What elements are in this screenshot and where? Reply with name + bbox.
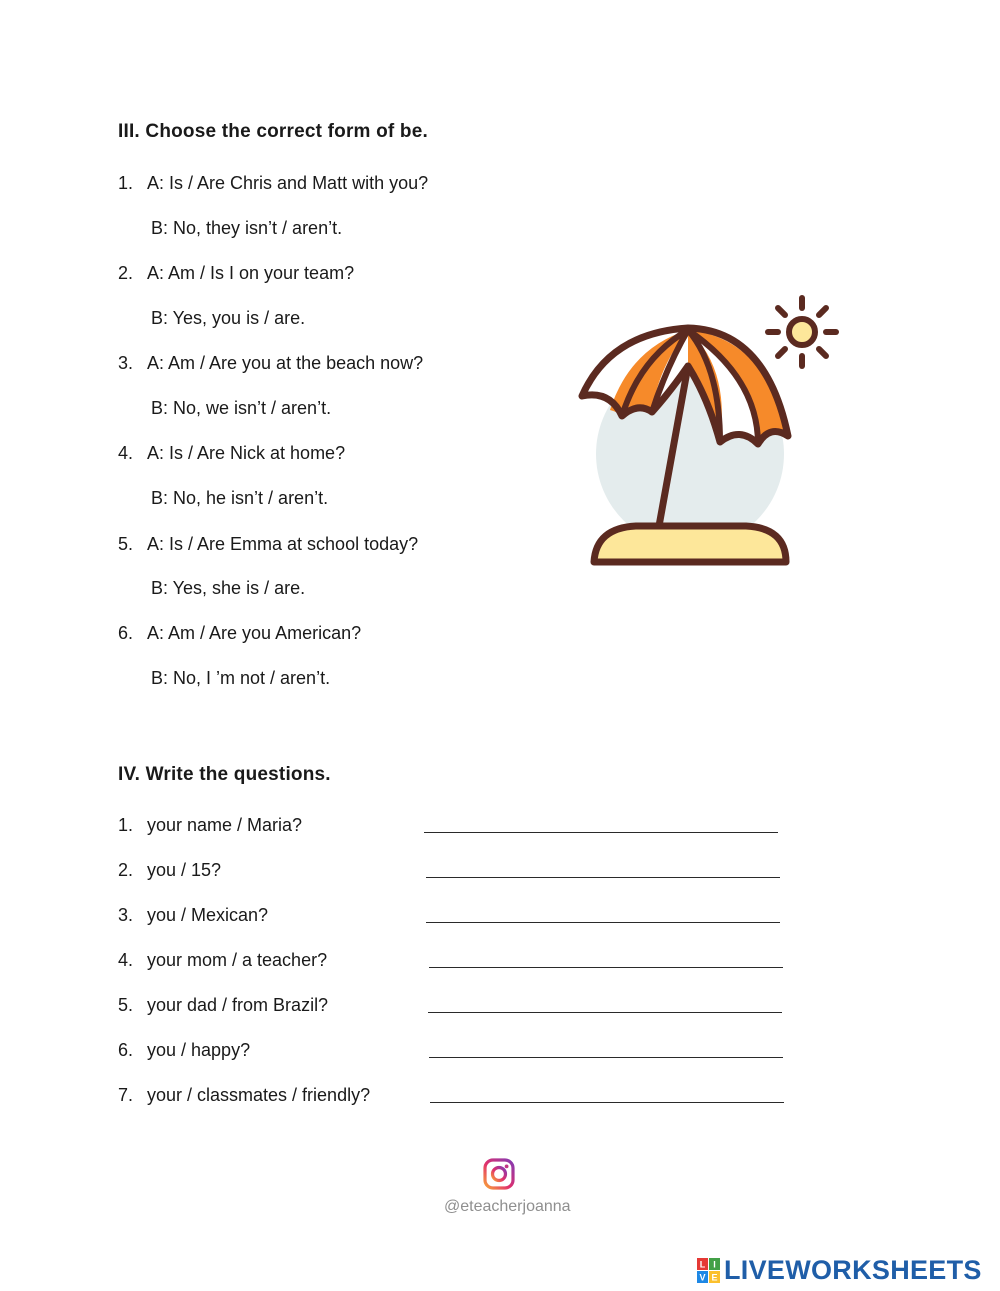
social-handle: @eteacherjoanna xyxy=(444,1198,571,1215)
question-number: 1. xyxy=(118,173,134,193)
write-question-3 xyxy=(118,905,268,926)
write-question-5 xyxy=(118,995,328,1016)
question-prompt: your / classmates / friendly? xyxy=(147,1085,371,1105)
write-question-2 xyxy=(118,860,221,881)
question-1-b: B: No, they isn’t / aren’t. xyxy=(151,218,343,238)
section-3-heading: III. Choose the correct form of be. xyxy=(118,121,428,142)
question-number: 7. xyxy=(118,1085,134,1105)
question-6-a xyxy=(118,623,361,644)
write-question-7 xyxy=(118,1085,370,1106)
svg-text:V: V xyxy=(699,1272,706,1283)
question-1-a xyxy=(118,173,428,194)
question-number: 4. xyxy=(118,443,134,463)
answer-line-6[interactable] xyxy=(429,1057,783,1058)
question-line-a: A: Is / Are Chris and Matt with you? xyxy=(147,173,429,193)
brand-name: LIVEWORKSHEETS xyxy=(724,1255,982,1285)
answer-line-2[interactable] xyxy=(426,877,780,878)
answer-line-4[interactable] xyxy=(429,967,783,968)
instagram-icon xyxy=(483,1158,515,1190)
question-number: 6. xyxy=(118,1040,134,1060)
question-2-b: B: Yes, you is / are. xyxy=(151,308,306,328)
question-prompt: you / 15? xyxy=(147,860,222,880)
question-line-a: A: Is / Are Emma at school today? xyxy=(147,534,419,554)
question-prompt: your mom / a teacher? xyxy=(147,950,328,970)
question-prompt: you / happy? xyxy=(147,1040,251,1060)
answer-line-5[interactable] xyxy=(428,1012,782,1013)
question-3-a xyxy=(118,353,423,374)
question-number: 1. xyxy=(118,815,134,835)
question-4-b: B: No, he isn’t / aren’t. xyxy=(151,488,329,508)
question-line-a: A: Am / Are you at the beach now? xyxy=(147,353,424,373)
question-5-b: B: Yes, she is / are. xyxy=(151,578,306,598)
beach-umbrella-illustration xyxy=(570,288,850,578)
question-prompt: your name / Maria? xyxy=(147,815,303,835)
question-5-a xyxy=(118,534,418,555)
question-line-a: A: Is / Are Nick at home? xyxy=(147,443,346,463)
answer-line-3[interactable] xyxy=(426,922,780,923)
question-prompt: you / Mexican? xyxy=(147,905,269,925)
write-question-1 xyxy=(118,815,302,836)
svg-text:E: E xyxy=(711,1272,718,1283)
question-number: 2. xyxy=(118,263,134,283)
write-question-4 xyxy=(118,950,327,971)
question-6-b: B: No, I ’m not / aren’t. xyxy=(151,668,331,688)
question-number: 6. xyxy=(118,623,134,643)
question-2-a xyxy=(118,263,354,284)
question-number: 3. xyxy=(118,353,134,373)
question-line-a: A: Am / Is I on your team? xyxy=(147,263,355,283)
sun-icon xyxy=(768,298,836,366)
question-number: 5. xyxy=(118,995,134,1015)
question-3-b: B: No, we isn’t / aren’t. xyxy=(151,398,332,418)
question-number: 2. xyxy=(118,860,134,880)
svg-text:L: L xyxy=(699,1259,706,1270)
question-number: 3. xyxy=(118,905,134,925)
question-line-a: A: Am / Are you American? xyxy=(147,623,362,643)
liveworksheets-logo[interactable] xyxy=(697,1256,997,1286)
question-4-a xyxy=(118,443,345,464)
sand-mound xyxy=(594,526,786,562)
question-number: 4. xyxy=(118,950,134,970)
answer-line-1[interactable] xyxy=(424,832,778,833)
answer-line-7[interactable] xyxy=(430,1102,784,1103)
question-prompt: your dad / from Brazil? xyxy=(147,995,329,1015)
svg-text:I: I xyxy=(713,1259,716,1270)
question-number: 5. xyxy=(118,534,134,554)
live-letters-logo-icon xyxy=(697,1258,721,1284)
section-4-heading: IV. Write the questions. xyxy=(118,764,331,785)
write-question-6 xyxy=(118,1040,250,1061)
